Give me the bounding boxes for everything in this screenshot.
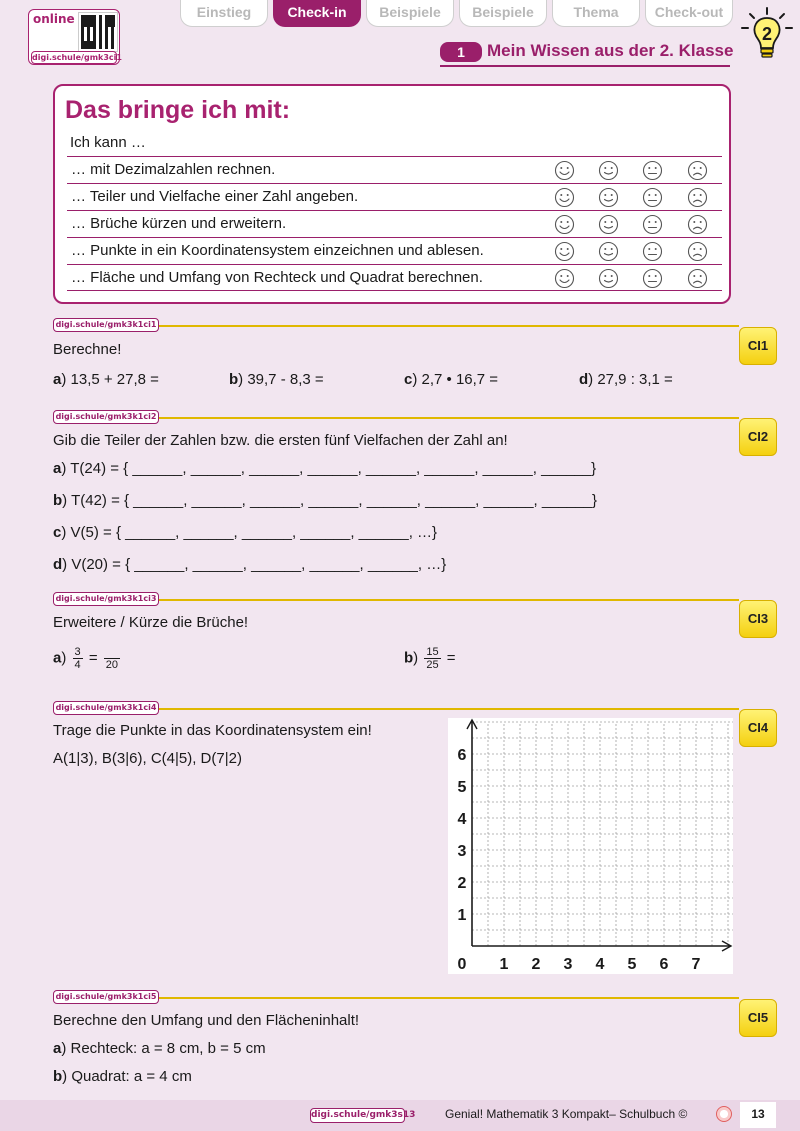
exercise-badge: CI3: [739, 600, 777, 638]
exercise-badge: CI1: [739, 327, 777, 365]
very-happy-smiley-icon[interactable]: [554, 187, 575, 208]
y-tick-label: 6: [457, 747, 467, 764]
exercise-badge: CI5: [739, 999, 777, 1037]
header-divider: [440, 65, 730, 67]
page-number: 13: [751, 1107, 765, 1121]
exercise-item: c) 2,7 • 16,7 =: [404, 371, 499, 388]
fraction-blank: 20: [104, 646, 120, 671]
online-code-box[interactable]: [28, 9, 120, 65]
tab-einstieg[interactable]: Einstieg: [180, 0, 268, 27]
exercise-item: c) V(5) = { ______, ______, ______, ______, ______, …}: [53, 524, 438, 541]
self-assessment-title: Das bringe ich mit:: [65, 96, 291, 124]
sad-smiley-icon[interactable]: [687, 241, 708, 262]
very-happy-smiley-icon[interactable]: [554, 241, 575, 262]
exercise-item: a) Rechteck: a = 8 cm, b = 5 cm: [53, 1040, 266, 1057]
exercise-link[interactable]: digi.schule/gmk3k1ci1: [53, 318, 159, 332]
tab-beispiele-2[interactable]: Beispiele: [459, 0, 547, 27]
x-tick-label: 0: [457, 956, 467, 973]
neutral-smiley-icon[interactable]: [642, 187, 663, 208]
sad-smiley-icon[interactable]: [687, 214, 708, 235]
publisher-logo-icon: [716, 1106, 732, 1122]
section-tabs: [180, 0, 733, 28]
exercise-divider: [159, 599, 739, 601]
sad-smiley-icon[interactable]: [687, 268, 708, 289]
skill-text: … mit Dezimalzahlen rechnen.: [71, 161, 276, 178]
neutral-smiley-icon[interactable]: [642, 214, 663, 235]
y-tick-label: 3: [457, 843, 467, 860]
exercise-divider: [159, 325, 739, 327]
exercise-divider: [159, 417, 739, 419]
self-assessment-box: [53, 84, 731, 304]
footer-book-title: Genial! Mathematik 3 Kompakt– Schulbuch ©: [445, 1107, 688, 1121]
exercise-item: a) 13,5 + 27,8 =: [53, 371, 159, 388]
sad-smiley-icon[interactable]: [687, 187, 708, 208]
exercise-prompt: Trage die Punkte in das Koordinatensystem ein!: [53, 722, 372, 739]
exercise-badge: CI4: [739, 709, 777, 747]
exercise-prompt: Gib die Teiler der Zahlen bzw. die ersten fünf Vielfachen der Zahl an!: [53, 432, 508, 449]
footer-link[interactable]: digi.schule/gmk3s13: [310, 1108, 405, 1123]
x-tick-label: 4: [595, 956, 605, 973]
skill-text: … Teiler und Vielfache einer Zahl angeben.: [71, 188, 359, 205]
coordinate-system[interactable]: [448, 718, 733, 974]
neutral-smiley-icon[interactable]: [642, 241, 663, 262]
fraction-item-b: b) $\frac{15}{25}$ =: [404, 646, 456, 671]
x-tick-label: 7: [691, 956, 701, 973]
fraction: $\frac{3}{4}$: [74, 646, 81, 671]
exercise-item: d) V(20) = { ______, ______, ______, ______, ______, …}: [53, 556, 447, 573]
tab-thema[interactable]: Thema: [552, 0, 640, 27]
skill-row: [67, 183, 722, 210]
x-tick-label: 6: [659, 956, 669, 973]
fraction: $\frac{15}{25}$: [426, 646, 439, 671]
exercise-item: d) 27,9 : 3,1 =: [579, 371, 673, 388]
tab-beispiele-1[interactable]: Beispiele: [366, 0, 454, 27]
exercise-link[interactable]: digi.schule/gmk3k1ci4: [53, 701, 159, 715]
exercise-item: b) Quadrat: a = 4 cm: [53, 1068, 192, 1085]
class-level-number: 2: [761, 24, 773, 44]
points-list: A(1|3), B(3|6), C(4|5), D(7|2): [53, 750, 242, 767]
self-assessment-intro: Ich kann …: [70, 134, 146, 151]
skill-row: [67, 156, 722, 183]
exercise-prompt: Berechne!: [53, 341, 122, 358]
neutral-smiley-icon[interactable]: [642, 268, 663, 289]
x-tick-label: 3: [563, 956, 573, 973]
happy-smiley-icon[interactable]: [598, 187, 619, 208]
skill-row: [67, 237, 722, 264]
skill-text: … Brüche kürzen und erweitern.: [71, 215, 287, 232]
y-tick-label: 4: [457, 811, 467, 828]
neutral-smiley-icon[interactable]: [642, 160, 663, 181]
skill-text: … Fläche und Umfang von Rechteck und Quadrat berechnen.: [71, 269, 483, 286]
chapter-number: 1: [440, 42, 482, 62]
happy-smiley-icon[interactable]: [598, 160, 619, 181]
qr-code-icon: [79, 13, 117, 51]
exercise-link[interactable]: digi.schule/gmk3k1ci3: [53, 592, 159, 606]
sad-smiley-icon[interactable]: [687, 160, 708, 181]
lightbulb-icon: [738, 6, 796, 60]
tab-check-in[interactable]: Check-in: [273, 0, 361, 27]
exercise-item: a) T(24) = { ______, ______, ______, ______, ______, ______, ______, ______}: [53, 460, 597, 477]
exercise-prompt: Berechne den Umfang und den Flächeninhalt!: [53, 1012, 360, 1029]
skill-text: … Punkte in ein Koordinatensystem einzeichnen und ablesen.: [71, 242, 484, 259]
exercise-prompt: Erweitere / Kürze die Brüche!: [53, 614, 249, 631]
exercise-divider: [159, 708, 739, 710]
exercise-badge: CI2: [739, 418, 777, 456]
exercise-link[interactable]: digi.schule/gmk3k1ci2: [53, 410, 159, 424]
happy-smiley-icon[interactable]: [598, 241, 619, 262]
online-link[interactable]: digi.schule/gmk3ci1: [32, 53, 122, 62]
exercise-divider: [159, 997, 739, 999]
skill-row: [67, 210, 722, 237]
very-happy-smiley-icon[interactable]: [554, 160, 575, 181]
exercise-item: b) T(42) = { ______, ______, ______, ______, ______, ______, ______, ______}: [53, 492, 597, 509]
x-tick-label: 2: [531, 956, 541, 973]
tab-check-out[interactable]: Check-out: [645, 0, 733, 27]
skill-row: [67, 264, 722, 291]
fraction-item-a: a) $\frac{3}{4}$ = 20: [53, 646, 118, 671]
y-tick-label: 2: [457, 875, 467, 892]
very-happy-smiley-icon[interactable]: [554, 214, 575, 235]
happy-smiley-icon[interactable]: [598, 268, 619, 289]
very-happy-smiley-icon[interactable]: [554, 268, 575, 289]
chapter-title: Mein Wissen aus der 2. Klasse: [487, 41, 734, 60]
x-tick-label: 1: [499, 956, 509, 973]
y-tick-label: 5: [457, 779, 467, 796]
y-tick-label: 1: [457, 907, 467, 924]
happy-smiley-icon[interactable]: [598, 214, 619, 235]
online-label: online: [33, 12, 75, 26]
exercise-link[interactable]: digi.schule/gmk3k1ci5: [53, 990, 159, 1004]
x-tick-label: 5: [627, 956, 637, 973]
exercise-item: b) 39,7 - 8,3 =: [229, 371, 324, 388]
